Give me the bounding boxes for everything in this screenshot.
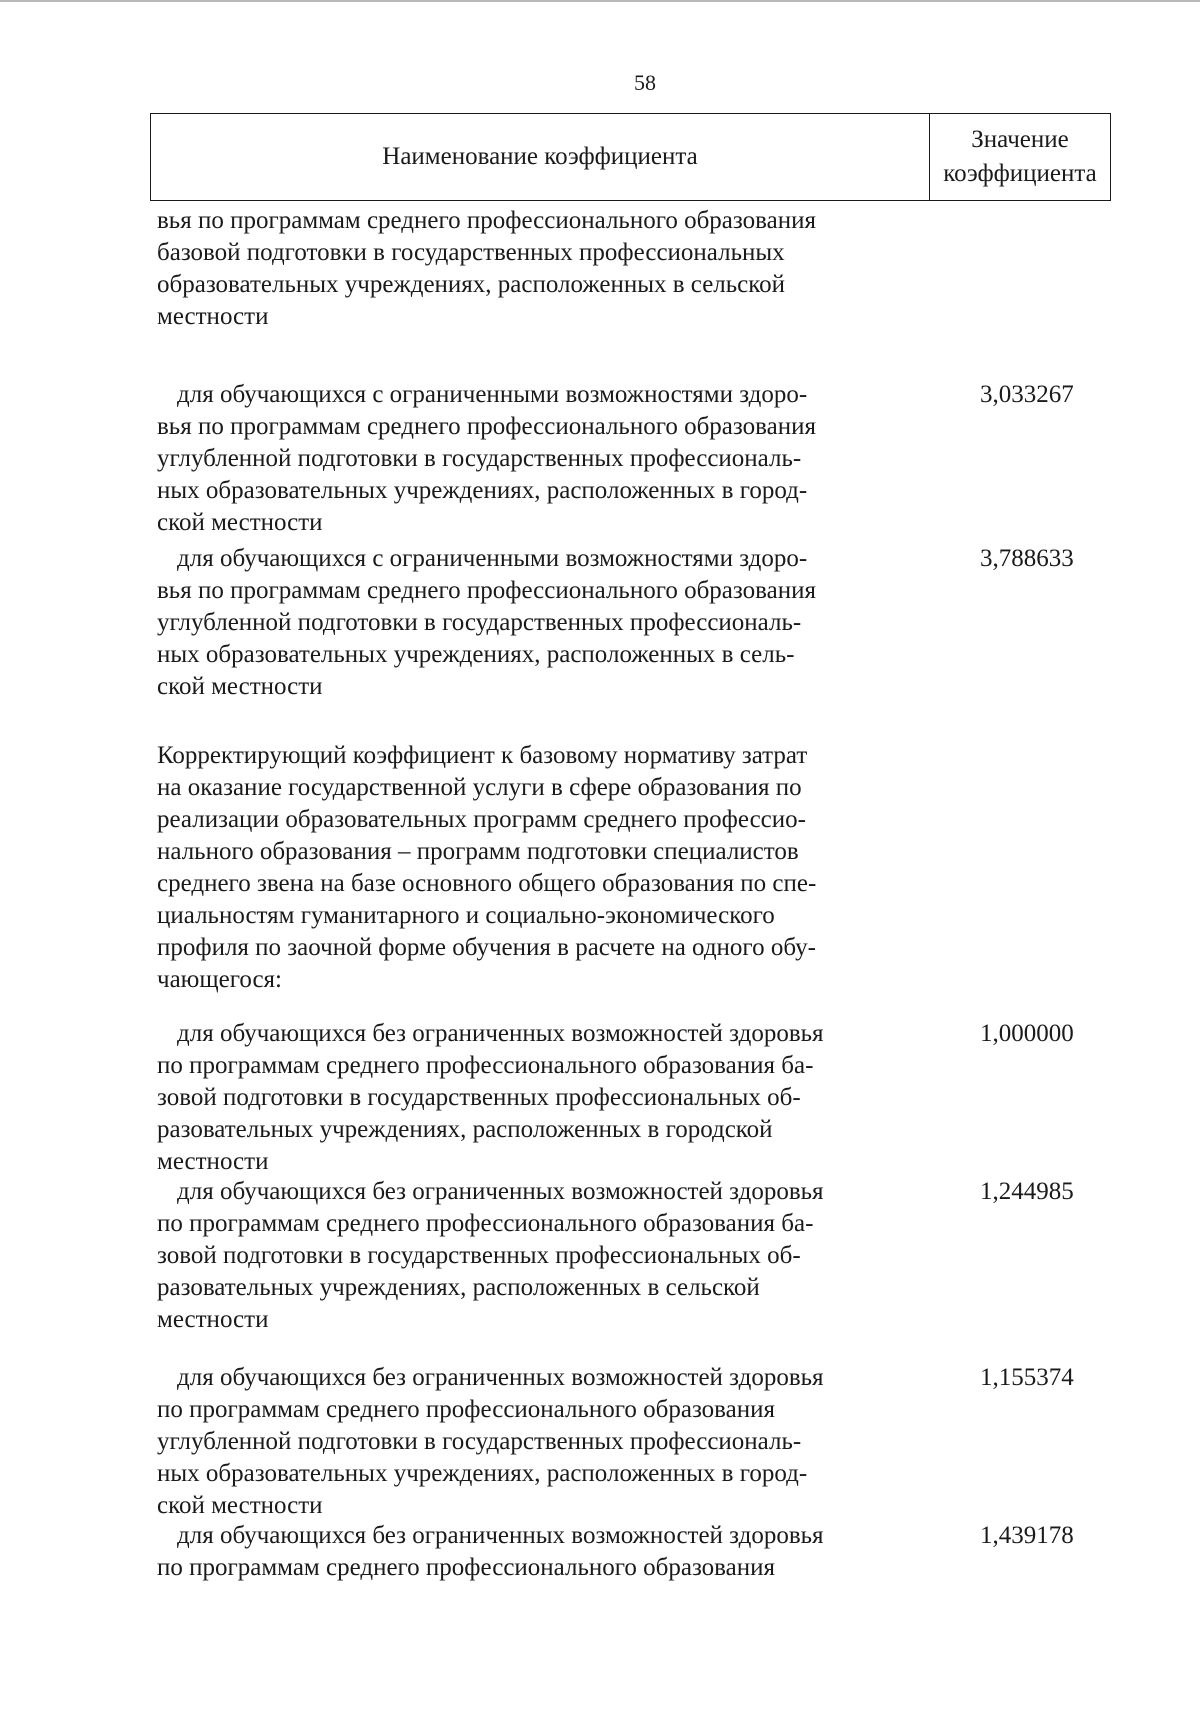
table-row (157, 379, 917, 539)
row-description: для обучающихся без ограниченных возможностей здоровья по программам среднего профессионального образования ба- зовой подготовки в государственных профессиональных об- разовательных учреждениях, расположенных в городской местности (157, 1020, 824, 1175)
table-row (157, 1018, 917, 1178)
table-row (157, 1520, 917, 1584)
table-row (157, 543, 917, 703)
row-description: вья по программам среднего профессионального образования базовой подготовки в государственных профессиональных образовательных учреждениях, расположенных в сельской местности (157, 207, 816, 330)
row-description: для обучающихся без ограниченных возможностей здоровья по программам среднего профессионального образования углубленной подготовки в государственных профессиональ- ных образовательных учреждениях, расположенных в город- ской местности (157, 1364, 824, 1519)
scan-border-line (0, 0, 1200, 4)
header-name-column: Наименование коэффициента (151, 114, 930, 200)
coefficient-value: 1,155374 (980, 1364, 1074, 1391)
row-description: для обучающихся без ограниченных возможностей здоровья по программам среднего профессионального образования (157, 1522, 824, 1581)
coefficient-value: 1,244985 (980, 1178, 1074, 1205)
coefficient-value: 1,439178 (980, 1522, 1074, 1549)
table-row (157, 1176, 917, 1336)
row-description: для обучающихся с ограниченными возможностями здоро- вья по программам среднего профессионального образования углубленной подготовки в государственных профессиональ- ных образовательных учреждениях, расположенных в город- ской местности (157, 381, 816, 536)
table-row (157, 1362, 917, 1522)
coefficient-value: 3,788633 (980, 545, 1074, 572)
coefficient-value: 3,033267 (980, 381, 1074, 408)
row-description: для обучающихся без ограниченных возможностей здоровья по программам среднего профессионального образования ба- зовой подготовки в государственных профессиональных об- разовательных учреждениях, расположенных в сельской местности (157, 1178, 824, 1333)
page-number: 58 (634, 70, 656, 95)
header-value-column: Значение коэффициента (943, 126, 1097, 187)
table-header (150, 113, 1111, 201)
section-heading-row (157, 740, 917, 996)
coefficient-value: 1,000000 (980, 1020, 1074, 1047)
table-row (157, 205, 917, 333)
row-description: для обучающихся с ограниченными возможностями здоро- вья по программам среднего профессионального образования углубленной подготовки в государственных профессиональ- ных образовательных учреждениях, расположенных в сель- ской местности (157, 545, 816, 700)
section-heading-text: Корректирующий коэффициент к базовому нормативу затрат на оказание государственной услуги в сфере образования по реализации образовательных программ среднего профессио- нального образования – программ подготовки специалистов среднего звена на базе основного общего образования по спе- циальностям гуманитарного и социально-экономического профиля по заочной форме обучения в расчете на одного обу- чающегося: (157, 742, 817, 993)
